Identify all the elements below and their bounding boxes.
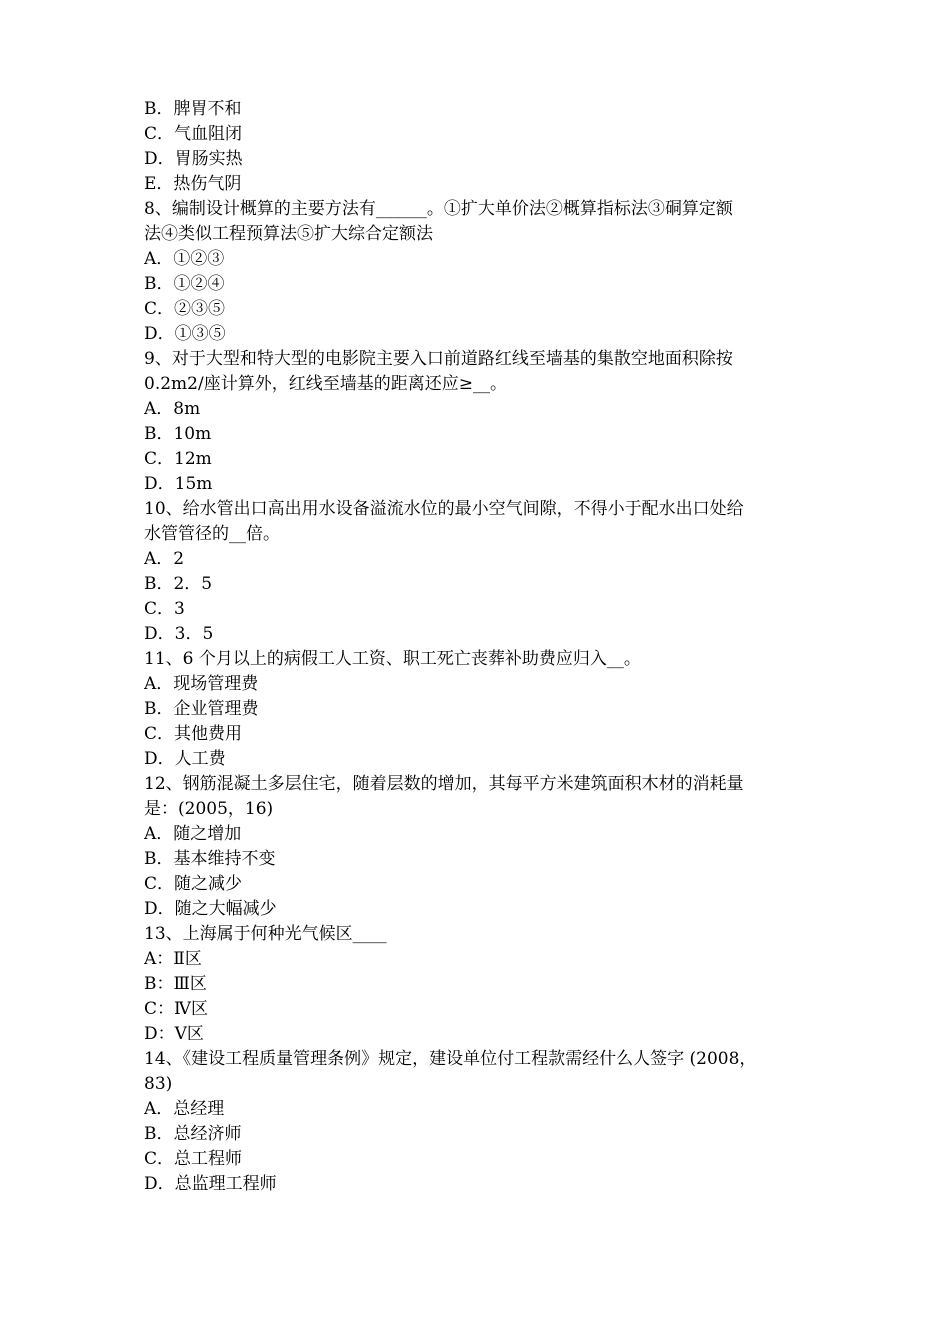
text-line: 12、钢筋混凝土多层住宅，随着层数的增加，其每平方米建筑面积木材的消耗量 (144, 774, 744, 794)
text-line: B．基本维持不变 (144, 849, 276, 869)
text-line: B．10m (144, 424, 212, 444)
text-line: C．②③⑤ (144, 299, 226, 319)
text-line: B．脾胃不和 (144, 99, 242, 119)
text-line: A．随之增加 (144, 824, 242, 844)
text-line: B．总经济师 (144, 1124, 242, 1144)
text-line: 11、6 个月以上的病假工人工资、职工死亡丧葬补助费应归入__。 (144, 649, 641, 669)
text-line: 13、上海属于何种光气候区____ (144, 924, 387, 944)
text-line: A．①②③ (144, 249, 225, 269)
text-line: D．随之大幅减少 (144, 899, 277, 919)
text-line: C．其他费用 (144, 724, 243, 744)
text-line: B．企业管理费 (144, 699, 259, 719)
text-line: C：Ⅳ区 (144, 999, 208, 1019)
text-line: 0.2m2/座计算外，红线至墙基的距离还应≥__。 (144, 374, 507, 394)
text-line: D：Ⅴ区 (144, 1024, 204, 1044)
text-line: C．气血阻闭 (144, 124, 243, 144)
text-line: B．2．5 (144, 574, 213, 594)
text-line: 14、《建设工程质量管理条例》规定，建设单位付工程款需经什么人签字 (2008， (144, 1049, 757, 1069)
text-line: C．随之减少 (144, 874, 243, 894)
text-line: D．总监理工程师 (144, 1174, 277, 1194)
text-line: 9、对于大型和特大型的电影院主要入口前道路红线至墙基的集散空地面积除按 (144, 349, 733, 369)
text-line: 8、编制设计概算的主要方法有______。①扩大单价法②概算指标法③硐算定额 (144, 199, 733, 219)
text-line: A．现场管理费 (144, 674, 259, 694)
text-line: B．①②④ (144, 274, 225, 294)
text-line: 法④类似工程预算法⑤扩大综合定额法 (144, 224, 433, 244)
text-line: 是：(2005，16) (144, 799, 274, 819)
text-line: D．胃肠实热 (144, 149, 243, 169)
text-line: A．8m (144, 399, 201, 419)
text-line: A：Ⅱ区 (144, 949, 202, 969)
text-line: D．15m (144, 474, 213, 494)
text-line: 水管管径的__倍。 (144, 524, 280, 544)
text-line: D．3．5 (144, 624, 214, 644)
text-line: D．人工费 (144, 749, 226, 769)
text-line: 10、给水管出口高出用水设备溢流水位的最小空气间隙，不得小于配水出口处给 (144, 499, 744, 519)
text-line: C．总工程师 (144, 1149, 243, 1169)
text-line: C．3 (144, 599, 185, 619)
document-page (144, 97, 812, 1197)
text-line: 83) (144, 1074, 173, 1094)
text-line: C．12m (144, 449, 212, 469)
text-line: A．2 (144, 549, 185, 569)
text-line: D．①③⑤ (144, 324, 226, 344)
text-line: A．总经理 (144, 1099, 225, 1119)
text-line: B：Ⅲ区 (144, 974, 207, 994)
text-line: E．热伤气阴 (144, 174, 242, 194)
